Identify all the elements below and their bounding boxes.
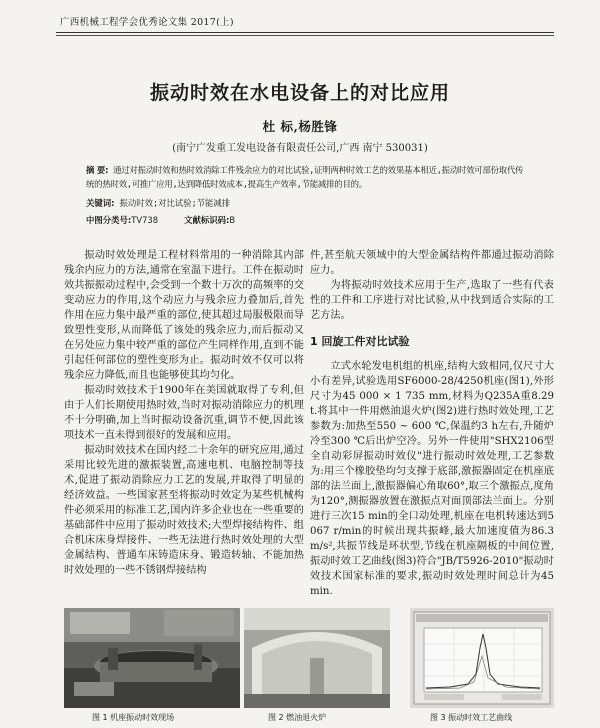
body-column-left [64,248,304,578]
figure-3-caption: 图 3 振动时效工艺曲线 [430,713,513,722]
figure-2-photo [244,608,390,708]
header-rule [56,32,554,33]
paper-affiliation: (南宁广发重工发电设备有限责任公司,广西 南宁 530031) [172,143,428,154]
paper-title: 振动时效在水电设备上的对比应用 [149,82,450,104]
figure-2-caption: 图 2 燃油退火炉 [268,713,327,722]
header-rule-thin [56,35,554,36]
keywords [86,197,526,209]
running-head: 广西机械工程学会优秀论文集 2017(上) [60,17,234,28]
body-paragraph: 为将振动时效技术应用于生产,选取了一些有代表性的工件和工序进行对比试验,从中找到适合实际的工艺方法。 [310,280,554,321]
body-paragraph: 立式水轮发电机组的机座,结构大致相同,仅尺寸大小有差异,试验选用SF6000-28/4250机座(图1),外形尺寸为45 000 × 1 735 mm,材料为Q235A重8.29 t.将其中一件用燃油退火炉(图2)进行热时效处理,工艺参数为:加热至550 ~ 600 ℃,保温约3 h左右,升随炉冷至300 ℃后出炉空冷。另外一件使用"SHX2106型全自动彩屏振动时效仪"进行振动时效处理,工艺参数为:用三个橡胶垫均匀支撑于底部,激振器固定在机座底部的法兰面上,激振器偏心角取60°,取三个激振点,度角为120°,测振器放置在激振点对面顶部法兰面上。分别进行三次15 min的全口动处理,机座在电机转速达到5 067 r/min的时候出现共振峰,最大加速度值为86.3 m/s²,共振节线是环状型,节线在机座隔板的中间位置,振动时效工艺曲线(图3)符合"JB/T5926-2010"振动时效技术国家标准的要求,振动时效处理时间总计为45 min. [310,361,554,597]
abstract-text: 通过对振动时效和热时效消除工件残余应力的对比试验,证明两种时效工艺的效果基本相近,振动时效可部份取代传统的热时效,可推广应用,达到降低时效成本,提高生产效率,节能减排的目的。 [86,165,524,189]
abstract [86,163,526,191]
keywords-text: 振动时效;对比试验;节能减排 [119,198,231,208]
section-heading: 1 回旋工件对比试验 [310,335,410,348]
doc-code-value: B [229,215,236,225]
classification-line [86,214,235,226]
keywords-label: 关键词: [86,198,115,208]
abstract-label: 摘 要: [86,165,109,175]
body-paragraph: 振动时效技术于1900年在美国就取得了专利,但由于人们长期使用热时效,当时对振动消除应力的机理不十分明确,加上当时振动设备沉重,调节不便,因此该项技术一直未得到很好的发展和应用。 [64,385,304,441]
body-paragraph-continuation: 件,甚至航天领域中的大型金属结构件都通过振动消除应力。 [310,250,554,276]
doc-code-label: 文献标识码: [184,215,230,225]
paper-authors: 杜 标,杨胜锋 [262,119,338,134]
body-paragraph: 振动时效技术在国内经二十余年的研究应用,通过采用比较先进的激振装置,高速电机、电脑控制等技术,促进了振动消除应力工艺的发展,并取得了明显的经济效益。一些国家甚至将振动时效定为某些机械构件必须采用的标准工艺,国内许多企业也在一些重要的基础部件中应用了振动时效技术;大型焊接结构件、组合机床床身焊接件、一些无法进行热时效处理的大型金属结构、普通车床铸造床身、锻造转轴、不能加热时效处理的一些不锈钢焊接结构 [64,445,304,576]
body-column-right [310,248,554,599]
clc-label: 中图分类号: [86,215,132,225]
figure-3-curve [410,608,554,708]
clc-value: TV738 [131,215,159,225]
body-paragraph: 振动时效处理是工程材料常用的一种消除其内部残余内应力的方法,通常在室温下进行。工件在振动时效共振振动过程中,会受到一个数十万次的高频率的交变动应力的作用,这个动应力与残余应力叠加后,首先作用在应力集中最严重的部位,使其超过局服极限而导致塑性变形,从而降低了该处的残余应力,而后振动又在另处应力集中较严重的部位产生同样作用,直到不能引起任何部位的塑性变形为止。振动时效不仅可以将残余应力降低,而且也能够使其均匀化。 [64,250,304,381]
figure-1-caption: 图 1 机座振动时效现场 [92,713,175,722]
figure-1-photo [64,608,240,708]
